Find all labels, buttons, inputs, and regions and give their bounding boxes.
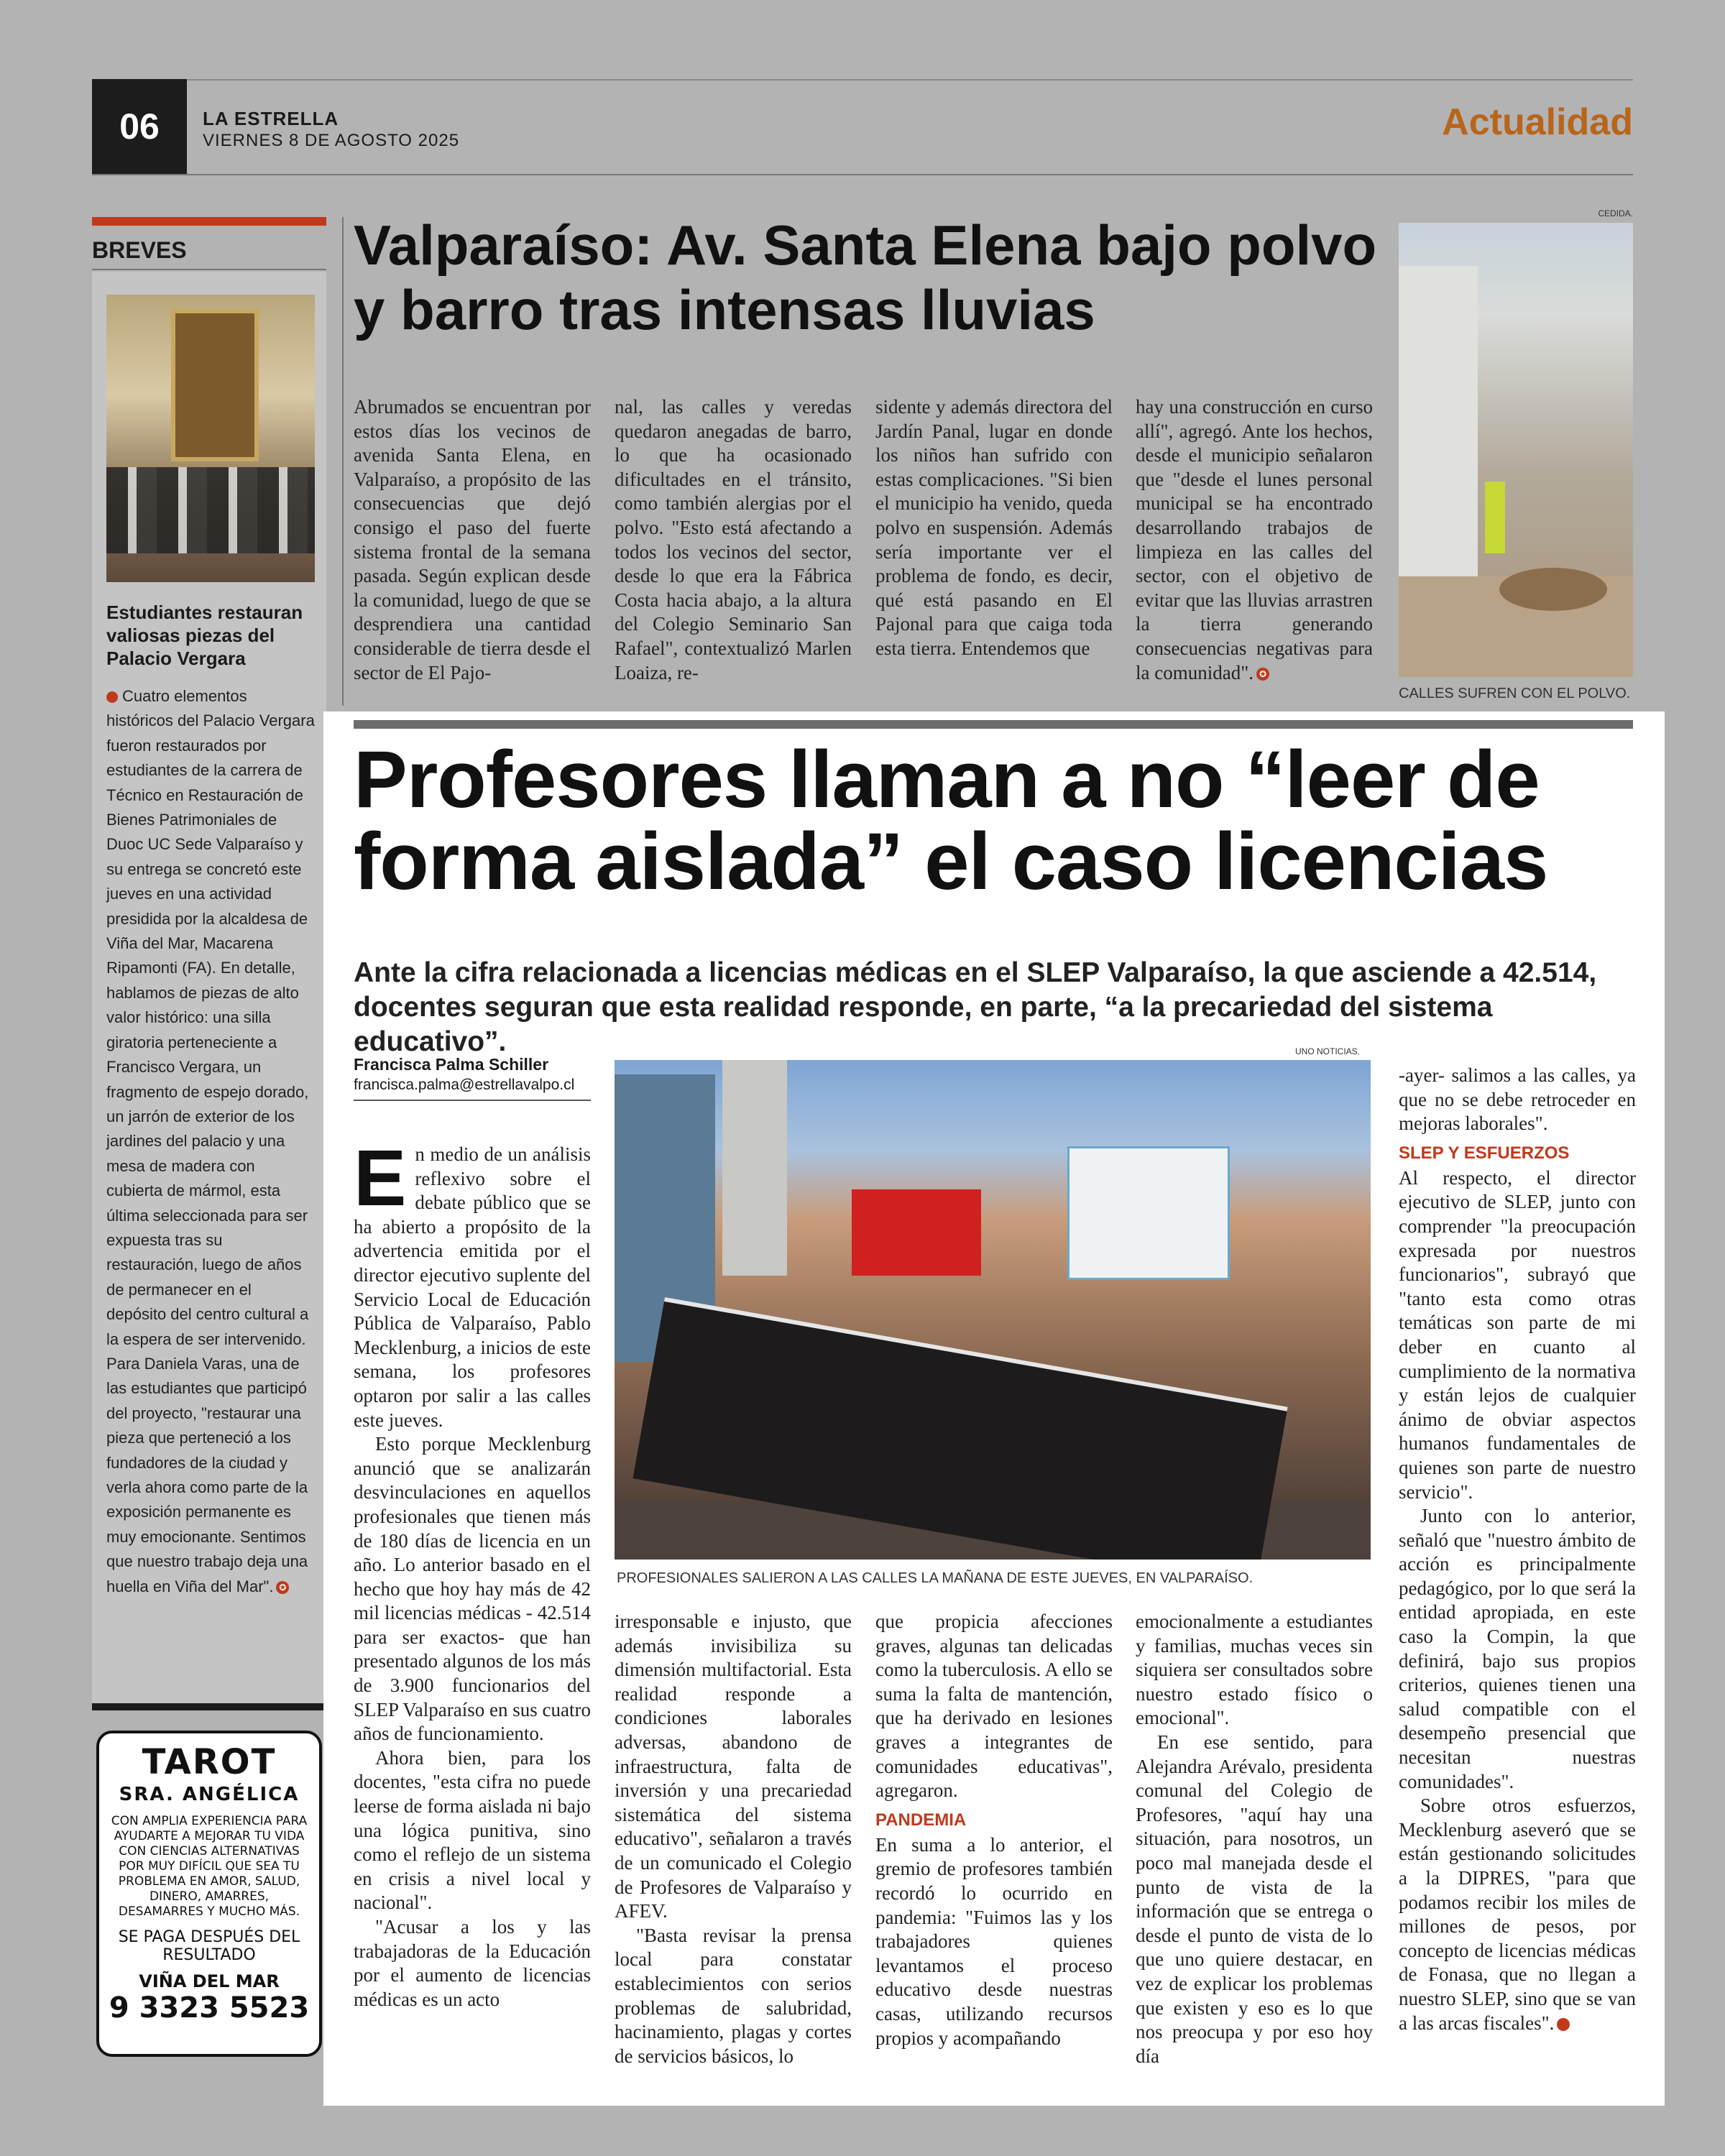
breves-label: BREVES — [92, 237, 187, 263]
tarot-ad — [96, 1731, 322, 2057]
main-story-headline: Profesores llaman a no “leer de forma aislada” el caso licencias — [354, 734, 1548, 906]
paragraph — [1399, 1794, 1636, 2035]
main-column-1 — [354, 1134, 591, 2012]
header-rule-bottom — [92, 174, 1633, 175]
top-photo-credit: CEDIDA. — [1598, 208, 1633, 218]
byline-email: francisca.palma@estrellavalpo.cl — [354, 1077, 575, 1093]
ad-title: TAROT — [142, 1742, 277, 1782]
ad-city: VIÑA DEL MAR — [139, 1971, 280, 1991]
end-mark-icon: ✪ — [1557, 2018, 1570, 2031]
subheading-pandemia: PANDEMIA — [875, 1810, 967, 1830]
main-column-4 — [1136, 1610, 1373, 2068]
byline-rule — [354, 1100, 591, 1101]
paragraph-text: Sobre otros esfuerzos, Mecklenburg aseveró que se están gestionando solicitudes a la DIPRES, "para que podamos recibir los miles de millones de pesos, por concepto de licencias médicas de Fonasa, que no llegan a nuestro SLEP, sino que se van a las arcas fiscales". — [1399, 1795, 1636, 2034]
paragraph: emocionalmente a estudiantes y familias, muchas veces sin siquiera ser consultados sobre nuestro estado físico o emocional". — [1136, 1611, 1373, 1729]
main-column-5 — [1399, 1064, 1636, 2035]
page-number: 06 — [92, 79, 187, 174]
top-story-column-4-text: hay una construcción en curso allí", agregó. Ante los hechos, desde el municipio señalaron que "desde el lunes personal municipal se ha encontrado desarrollando trabajos de limpieza en las calles del sector, con el objetivo de evitar que las lluvias arrastren la tierra generando consecuencias negativas para la comunidad". — [1136, 396, 1373, 683]
main-column-2 — [615, 1610, 852, 2068]
top-story-photo — [1399, 223, 1633, 677]
top-photo-caption: CALLES SUFREN CON EL POLVO. — [1399, 686, 1631, 701]
paragraph: -ayer- salimos a las calles, ya que no se debe retroceder en mejoras laborales". — [1399, 1064, 1636, 1135]
paragraph: Al respecto, el director ejecutivo de SLEP, junto con comprender "la preocupación expresada por nuestros funcionarios", subrayó que "tanto esta como otras temáticas son parte de mi deber en cuanto al cumplimiento de la normativa y están lejos de cualquier ánimo de obviar aspectos humanos fundamentales de quienes son parte de nuestro servicio". — [1399, 1166, 1636, 1503]
ad-text: CON AMPLIA EXPERIENCIA PARA AYUDARTE A MEJORAR TU VIDA CON CIENCIAS ALTERNATIVAS POR MUY DIFÍCIL QUE SEA TU PROBLEMA EN AMOR, SALUD, DINERO, AMARRES, DESAMARRES Y MUCHO MÁS. — [111, 1814, 308, 1919]
header-rule-top — [92, 79, 1633, 80]
top-story-headline: Valparaíso: Av. Santa Elena bajo polvo y barro tras intensas lluvias — [354, 213, 1377, 341]
column-divider — [342, 217, 344, 706]
breves-rule — [92, 269, 326, 270]
paragraph: En suma a lo anterior, el gremio de profesores también recordó lo ocurrido en pandemia: "Fuimos las y los trabajadores quienes levantamos el proceso educativo desde nuestras casas, utilizando recursos propios y acompañando — [875, 1833, 1113, 2049]
main-story-bar — [354, 720, 1633, 729]
paragraph: Junto con lo anterior, señaló que "nuestro ámbito de acción es principalmente pedagógico, por lo que será la entidad apropiada, en este caso la Compin, la que definirá, bajo sus propios criterios, quienes tienen una salud compatible con el desempeño presencial que necesitan nuestras comunidades". — [1399, 1505, 1636, 1792]
breves-accent-bar — [92, 217, 326, 226]
top-story-column-1: Abrumados se encuentran por estos días los vecinos de avenida Santa Elena, en Valparaíso, a propósito de las consecuencias que dejó consigo el paso del fuerte sistema frontal de la semana pasada. Según explican desde la comunidad, luego de que se desprendiera una cantidad considerable de tierra desde el sector de El Pajo- — [354, 396, 591, 683]
ad-phone: 9 3323 5523 — [109, 1991, 310, 2024]
top-story-column-2: nal, las calles y veredas quedaron anegadas de barro, lo que ha ocasionado dificultades en el tránsito, como también alergias por el polvo. "Esto está afectando a todos los vecinos del sector, desde lo que era la Fábrica Costa hacia abajo, a la altura del Colegio Seminario San Rafael", contextualizó Marlen Loaiza, re- — [615, 396, 852, 683]
paragraph: En ese sentido, para Alejandra Arévalo, presidenta comunal del Colegio de Profesores, "aquí hay una situación, para nosotros, un poco mal manejada desde el punto de vista de la información que se entrega o desde el punto de vista de lo que uno quiere destacar, en vez de explicar los problemas que existen y eso es lo que nos preocupa y por eso hoy día — [1136, 1731, 1373, 2067]
breves-body — [106, 684, 315, 1599]
main-story-subheadline: Ante la cifra relacionada a licencias médicas en el SLEP Valparaíso, la que asciende a 42.514, docentes seguran que esta realidad responde, en parte, “a la precariedad del sistema educativo”. — [354, 957, 1597, 1057]
end-mark-icon: ✪ — [1256, 668, 1269, 681]
ad-payment: SE PAGA DESPUÉS DEL RESULTADO — [118, 1928, 300, 1964]
top-story-column-3: sidente y además directora del Jardín Panal, lugar en donde los niños han sufrido con estas complicaciones. "Si bien el municipio ha venido, queda polvo en suspensión. Además sería importante ver el problema de fondo, es decir, qué está pasando en El Pajonal para que caiga toda esta tierra. Entendemos que — [875, 396, 1113, 659]
main-story-photo — [615, 1060, 1371, 1560]
bullet-dot-icon — [106, 691, 118, 703]
newspaper-name: LA ESTRELLA — [203, 108, 339, 129]
paragraph: Esto porque Mecklenburg anunció que se analizarán desvinculaciones en aquellos profesionales que tienen más de 180 días de licencia en un año. Lo anterior basado en el hecho que hoy hay más de 42 mil licencias médicas - 42.514 para ser exactos- que han presentado algunos de los más de 3.900 funcionarios del SLEP Valparaíso en sus cuatro años de funcionamiento. — [354, 1433, 591, 1745]
ad-name: SRA. ANGÉLICA — [119, 1784, 300, 1805]
paragraph: que propicia afecciones graves, algunas tan delicadas como la tuberculosis. A ello se suma la falta de mantención, que ha derivado en lesiones graves a integrantes de comunidades educativas", agregaron. — [875, 1611, 1113, 1802]
section-name: Actualidad — [1442, 101, 1633, 143]
end-mark-icon: ✪ — [276, 1581, 289, 1594]
main-photo-credit: UNO NOTICIAS. — [1295, 1046, 1361, 1056]
top-story-column-4 — [1136, 395, 1373, 685]
ad-rule — [92, 1703, 326, 1710]
paragraph: "Basta revisar la prensa local para constatar establecimientos con serios problemas de salubridad, hacinamiento, plagas y cortes de servicios básicos, lo — [615, 1924, 852, 2067]
paragraph: n medio de un análisis reflexivo sobre el debate público que se ha abierto a propósito de la advertencia emitida por el director ejecutivo suplente del Servicio Local de Educación Pública de Valparaíso, Pablo Mecklenburg, a inicios de este semana, los profesores optaron por salir a las calles este jueves. — [354, 1143, 591, 1431]
byline-author: Francisca Palma Schiller — [354, 1055, 549, 1074]
paragraph: Ahora bien, para los docentes, "esta cifra no puede leerse de forma aislada ni bajo una lógica punitiva, sino como el reflejo de un sistema en crisis a nivel local y nacional". — [354, 1746, 591, 1914]
paragraph: "Acusar a los y las trabajadoras de la Educación por el aumento de licencias médicas es un acto — [354, 1916, 591, 2010]
breves-body-text: Cuatro elementos históricos del Palacio Vergara fueron restaurados por estudiantes de la carrera de Técnico en Restauración de Bienes Patrimoniales de Duoc UC Sede Valparaíso y su entrega se concretó este jueves en una actividad presidida por la alcaldesa de Viña del Mar, Macarena Ripamonti (FA). En detalle, hablamos de piezas de alto valor histórico: una silla giratoria perteneciente a Francisco Vergara, un fragmento de espejo dorado, un jarrón de exterior de los jardines del palacio y una mesa de madera con cubierta de mármol, esta última seleccionada para ser expuesta tras su restauración, luego de años de permanecer en el depósito del centro cultural a la espera de ser intervenido. Para Daniela Varas, una de las estudiantes que participó del proyecto, "restaurar una pieza que perteneció a los fundadores de la ciudad y verla ahora como parte de la exposición permanente es muy emocionante. Sentimos que nuestro trabajo deja una huella en Viña del Mar". — [106, 687, 315, 1595]
issue-date: VIERNES 8 DE AGOSTO 2025 — [203, 131, 460, 150]
breves-headline: Estudiantes restauran valiosas piezas del Palacio Vergara — [106, 602, 303, 669]
paragraph: irresponsable e injusto, que además invisibiliza su dimensión multifactorial. Esta realidad responde a condiciones laborales adversas, abandono de infraestructura, falta de inversión y una precariedad sistemática del sistema educativo", señalaron a través de un comunicado el Colegio de Profesores de Valparaíso y AFEV. — [615, 1611, 852, 1922]
main-column-3 — [875, 1610, 1113, 2050]
subheading-slep: SLEP Y ESFUERZOS — [1399, 1143, 1570, 1163]
main-photo-caption: PROFESIONALES SALIERON A LAS CALLES LA MAÑANA DE ESTE JUEVES, EN VALPARAÍSO. — [617, 1570, 1254, 1586]
drop-cap: E — [354, 1134, 407, 1222]
breves-photo — [106, 295, 315, 582]
